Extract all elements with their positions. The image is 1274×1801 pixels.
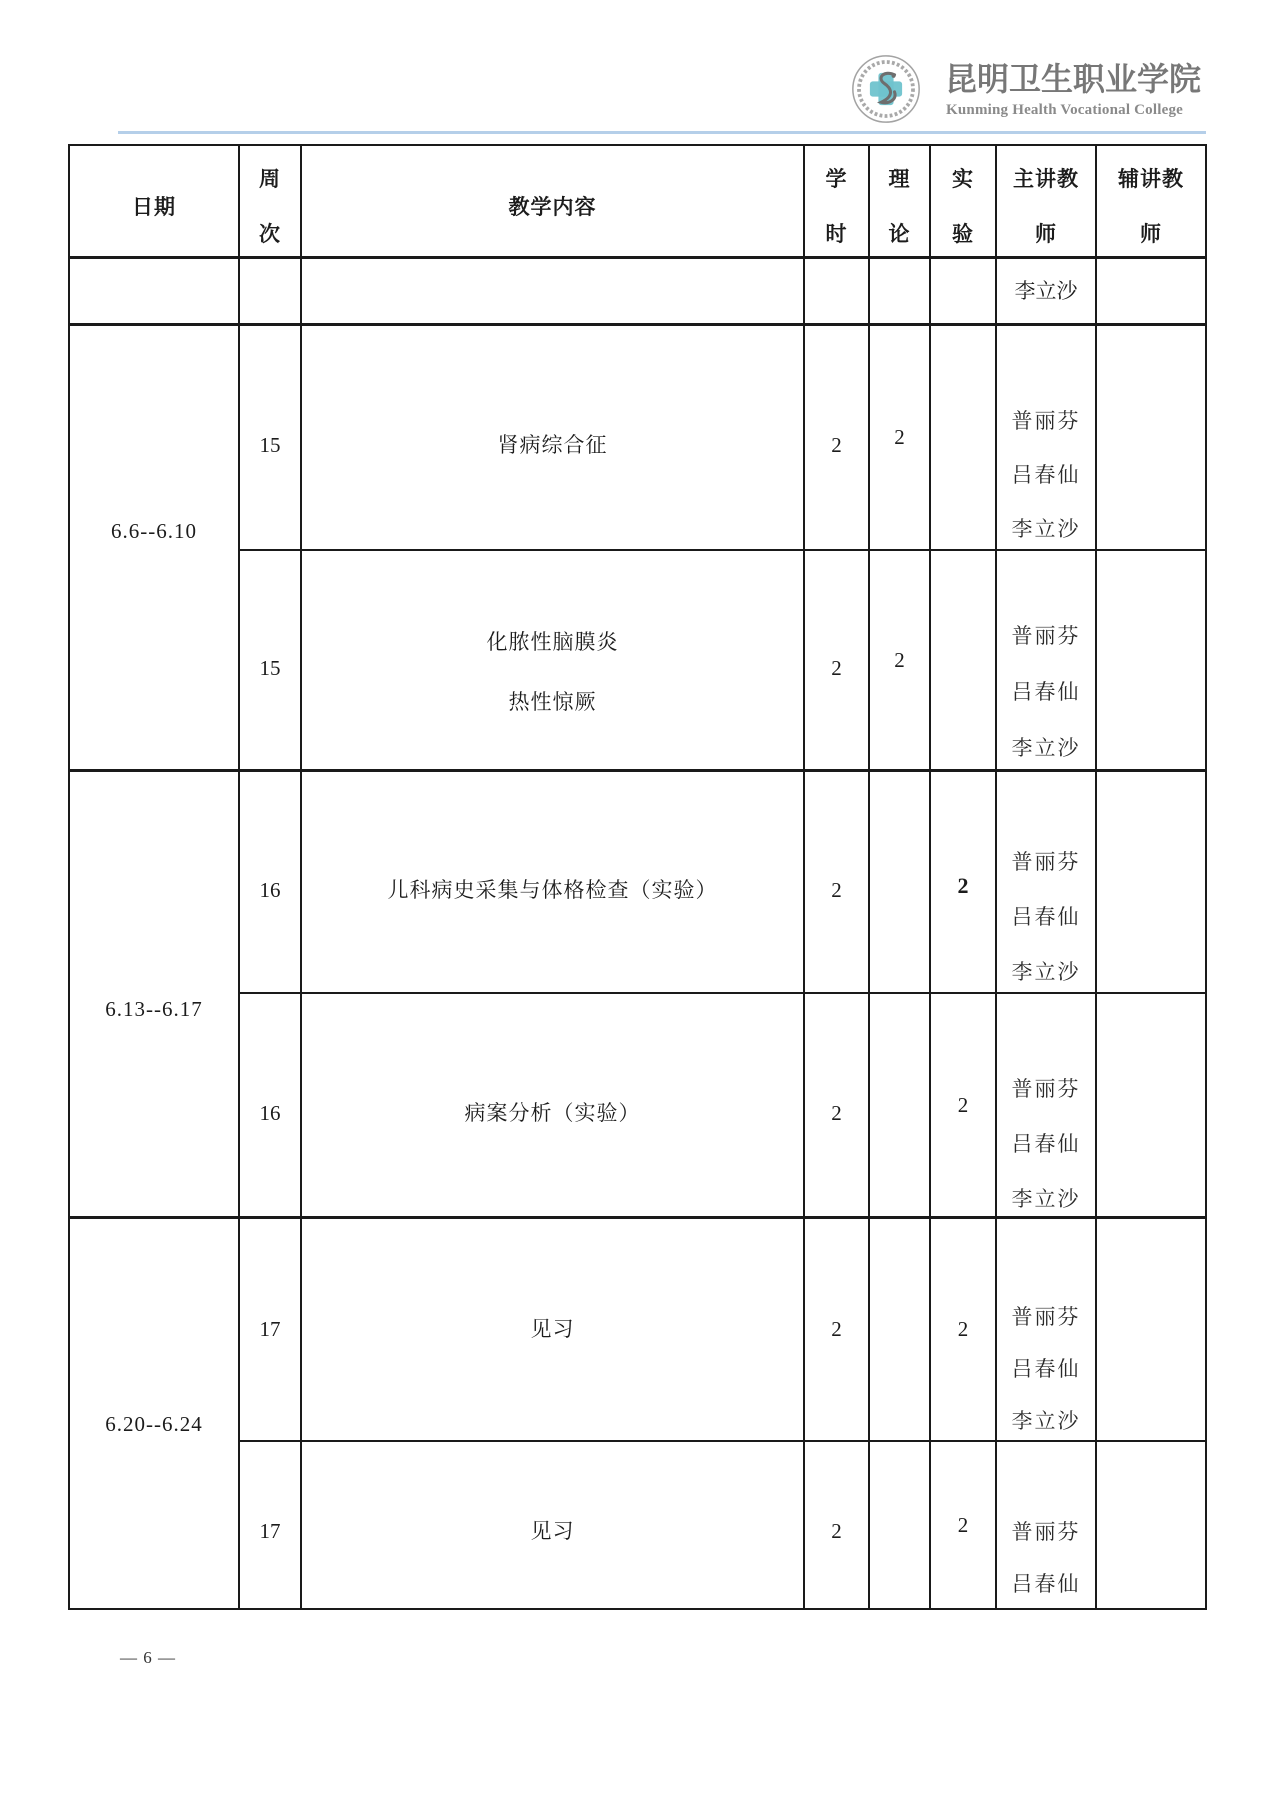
school-name-zh: 昆明卫生职业学院	[945, 61, 1202, 97]
theory-cell: 2	[869, 325, 930, 550]
column-header-hours: 学 时	[804, 145, 869, 258]
teacher-name: 普丽芬	[1011, 409, 1081, 433]
main-teacher-cell	[996, 325, 1096, 550]
assist-teacher-cell	[1096, 771, 1206, 993]
theory-cell	[869, 993, 930, 1218]
table-row	[69, 993, 1206, 1218]
assist-teacher-cell	[1096, 325, 1206, 550]
theory-cell	[869, 1441, 930, 1609]
teacher-name: 李立沙	[1011, 1409, 1081, 1433]
hours-cell: 2	[804, 325, 869, 550]
assist-teacher-cell	[1096, 550, 1206, 771]
main-teacher-cell	[996, 1441, 1096, 1609]
week-cell	[239, 258, 301, 325]
teacher-name: 吕春仙	[1011, 679, 1081, 704]
teacher-name: 普丽芬	[1011, 850, 1081, 874]
hours-cell: 2	[804, 1441, 869, 1609]
hours-cell	[804, 258, 869, 325]
week-cell: 16	[239, 993, 301, 1218]
assist-teacher-cell	[1096, 1218, 1206, 1441]
week-cell: 17	[239, 1218, 301, 1441]
column-header-lab: 实 验	[930, 145, 996, 258]
page-number: — 6 —	[120, 1648, 176, 1667]
theory-cell: 2	[869, 550, 930, 771]
school-name-en: Kunming Health Vocational College	[946, 102, 1184, 118]
column-header-main-teacher: 主讲教 师	[996, 145, 1096, 258]
hours-cell: 2	[804, 771, 869, 993]
week-cell: 15	[239, 325, 301, 550]
content-cell: 化脓性脑膜炎 热性惊厥	[301, 550, 804, 771]
teacher-name: 吕春仙	[1011, 1131, 1081, 1156]
column-header-content: 教学内容	[301, 145, 804, 258]
date-cell: 6.6--6.10	[69, 325, 239, 771]
week-cell: 17	[239, 1441, 301, 1609]
teacher-name: 普丽芬	[1011, 1305, 1081, 1329]
content-cell	[301, 258, 804, 325]
lab-cell	[930, 325, 996, 550]
header-accent-line	[118, 131, 1206, 134]
table-row	[69, 771, 1206, 993]
main-teacher-cell	[996, 1218, 1096, 1441]
content-cell: 见习	[301, 1441, 804, 1609]
teacher-name: 李立沙	[1011, 1186, 1081, 1211]
table-header-row	[69, 145, 1206, 258]
column-header-week: 周 次	[239, 145, 301, 258]
table-row	[69, 325, 1206, 550]
assist-teacher-cell	[1096, 993, 1206, 1218]
lab-cell: 2	[930, 1441, 996, 1609]
content-cell: 见习	[301, 1218, 804, 1441]
table-row	[69, 550, 1206, 771]
table-row	[69, 1218, 1206, 1441]
teacher-name: 普丽芬	[1011, 1076, 1081, 1101]
content-cell: 肾病综合征	[301, 325, 804, 550]
theory-cell	[869, 258, 930, 325]
lab-cell: 2	[930, 993, 996, 1218]
hours-cell: 2	[804, 550, 869, 771]
content-cell: 病案分析（实验）	[301, 993, 804, 1218]
main-teacher-cell	[996, 550, 1096, 771]
column-header-theory: 理 论	[869, 145, 930, 258]
column-header-date: 日期	[69, 145, 239, 258]
main-teacher-cell	[996, 993, 1096, 1218]
lab-cell	[930, 258, 996, 325]
theory-cell	[869, 771, 930, 993]
teacher-name: 李立沙	[1014, 279, 1078, 303]
teacher-name: 吕春仙	[1011, 1357, 1081, 1381]
teacher-name: 李立沙	[1011, 735, 1081, 760]
date-cell	[69, 258, 239, 325]
teacher-name: 吕春仙	[1011, 905, 1081, 929]
week-cell: 15	[239, 550, 301, 771]
teacher-name: 李立沙	[1011, 960, 1081, 984]
main-teacher-cell	[996, 771, 1096, 993]
main-teacher-cell	[996, 258, 1096, 325]
teacher-name: 吕春仙	[1011, 463, 1081, 487]
teacher-name: 李立沙	[1011, 517, 1081, 541]
teacher-name: 普丽芬	[1011, 1519, 1081, 1544]
teacher-name: 普丽芬	[1011, 623, 1081, 648]
lab-cell: 2	[930, 771, 996, 993]
date-cell: 6.13--6.17	[69, 771, 239, 1218]
assist-teacher-cell	[1096, 1441, 1206, 1609]
lab-cell: 2	[930, 1218, 996, 1441]
table-row	[69, 1441, 1206, 1609]
lab-cell	[930, 550, 996, 771]
content-cell: 儿科病史采集与体格检查（实验）	[301, 771, 804, 993]
theory-cell	[869, 1218, 930, 1441]
date-cell: 6.20--6.24	[69, 1218, 239, 1609]
hours-cell: 2	[804, 1218, 869, 1441]
teacher-name: 吕春仙	[1011, 1571, 1081, 1596]
assist-teacher-cell	[1096, 258, 1206, 325]
hours-cell: 2	[804, 993, 869, 1218]
week-cell: 16	[239, 771, 301, 993]
column-header-assist-teacher: 辅讲教 师	[1096, 145, 1206, 258]
teaching-schedule-table	[68, 144, 1207, 1610]
school-seal-icon	[850, 53, 922, 125]
table-row	[69, 258, 1206, 325]
